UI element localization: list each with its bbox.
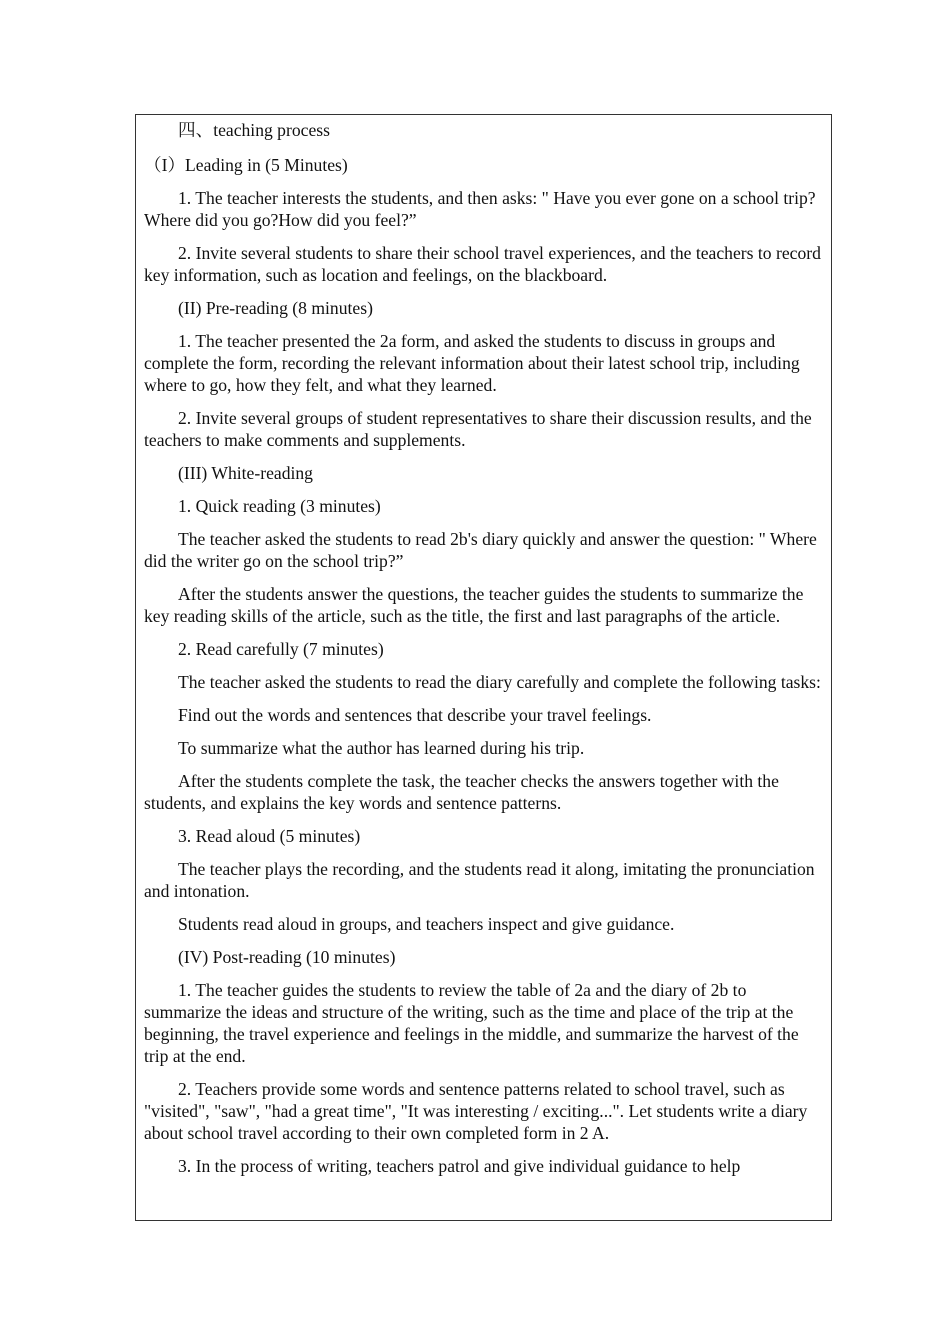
document-table-cell [135,114,832,1221]
step-heading: 1. Quick reading (3 minutes) [178,496,381,516]
paragraph: 3. In the process of writing, teachers patrol and give individual guidance to help [178,1156,741,1176]
paragraph: 1. The teacher presented the 2a form, and asked the students to discuss in groups and complete the form, recording the relevant information about their latest school trip, including where to go, how they felt, and what they learned. [144,331,800,395]
paragraph: 2. Teachers provide some words and sentence patterns related to school travel, such as "visited", "saw", "had a great time", "It was interesting / exciting...". Let students write a diary about school travel according to their own completed form in 2 A. [144,1079,808,1143]
paragraph: 2. Invite several students to share their school travel experiences, and the teachers to record key information, such as location and feelings, on the blackboard. [144,243,821,285]
paragraph: The teacher asked the students to read 2b's diary quickly and answer the question: " Where did the writer go on the school trip?” [144,529,817,571]
paragraph: 2. Invite several groups of student representatives to share their discussion results, and the teachers to make comments and supplements. [144,408,812,450]
subsection-heading: （I）Leading in (5 Minutes) [144,155,348,175]
paragraph: 1. The teacher guides the students to review the table of 2a and the diary of 2b to summarize the ideas and structure of the writing, such as the time and place of the trip at the beginning, the travel experience and feelings in the middle, and summarize the harvest of the trip at the end. [144,980,799,1066]
paragraph: 1. The teacher interests the students, and then asks: " Have you ever gone on a school trip?Where did you go?How did you feel?” [144,188,816,230]
section-heading: 四、teaching process [178,120,330,140]
subsection-heading: (IV) Post-reading (10 minutes) [178,947,396,967]
step-heading: 3. Read aloud (5 minutes) [178,826,361,846]
paragraph: The teacher plays the recording, and the students read it along, imitating the pronunciation and intonation. [144,859,815,901]
paragraph: After the students complete the task, the teacher checks the answers together with the students, and explains the key words and sentence patterns. [144,771,779,813]
task-item: Find out the words and sentences that describe your travel feelings. [178,705,652,725]
paragraph: The teacher asked the students to read the diary carefully and complete the following tasks: [178,672,821,692]
paragraph: After the students answer the questions, the teacher guides the students to summarize the key reading skills of the article, such as the title, the first and last paragraphs of the article. [144,584,804,626]
document-body [136,115,831,1177]
paragraph: Students read aloud in groups, and teachers inspect and give guidance. [178,914,675,934]
step-heading: 2. Read carefully (7 minutes) [178,639,384,659]
task-item: To summarize what the author has learned during his trip. [178,738,585,758]
subsection-heading: (II) Pre-reading (8 minutes) [178,298,373,318]
subsection-heading: (III) White-reading [178,463,313,483]
